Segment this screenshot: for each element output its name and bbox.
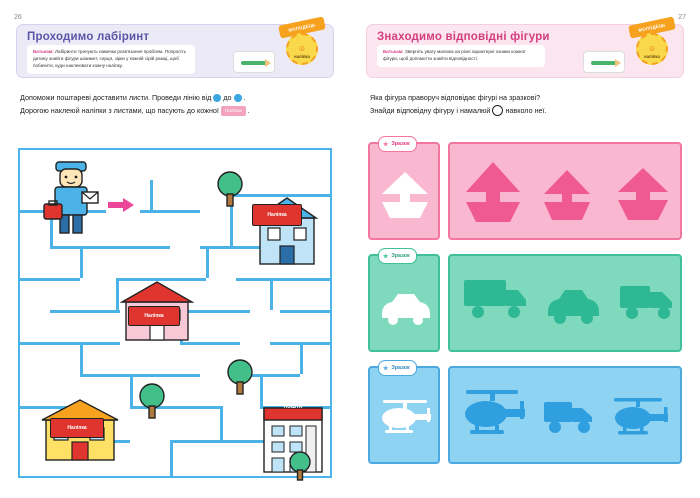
boat-option-1[interactable] — [460, 158, 526, 228]
star-icon-2: ★ — [383, 253, 389, 260]
sample-tag-label-row1: Зразок — [391, 141, 410, 147]
maze-board — [18, 148, 332, 478]
right-instruction-line2b: навколо неї. — [505, 105, 547, 115]
page-number-left: 26 — [14, 14, 22, 21]
right-instruction-line2a: Знайди відповідну фігуру і намалюй — [370, 105, 491, 115]
right-instructions — [370, 92, 684, 117]
helicopter-shape-sample — [375, 396, 435, 442]
maze-wall — [116, 278, 119, 310]
badge-ribbon-label: МОЛОДЕЦЬ — [288, 22, 316, 33]
smiley-icon: ☺ — [297, 44, 307, 53]
left-instruction-line2a: Дорогою наклеюй наліпки з листами, що пасують до кожної — [20, 105, 219, 115]
postman-figure — [42, 160, 106, 236]
maze-sticker-label-1: Наліпка — [252, 204, 302, 226]
badge-label: наліпка — [294, 54, 310, 59]
sticker-chip: Наліпка — [221, 106, 246, 116]
left-instruction-line2b: . — [247, 105, 250, 115]
left-parent-note-label: Батькам: — [33, 49, 54, 54]
left-instructions — [20, 92, 334, 117]
sticker-badge-right — [629, 21, 675, 73]
left-instruction-line1a: Допоможи поштареві доставити листи. Проведи лінію від — [20, 93, 212, 102]
boat-option-3[interactable] — [610, 166, 676, 226]
pencil-icon-right — [591, 61, 617, 65]
right-parent-note — [377, 45, 545, 67]
post-office-sign: ПОШТА — [283, 404, 303, 410]
maze-wall — [50, 246, 170, 249]
circle-outline-icon — [492, 105, 503, 116]
blue-dot-icon — [213, 94, 221, 102]
maze-sticker-label-2: Наліпка — [128, 306, 180, 326]
right-parent-note-text: Зверніть увагу малюка на різні характерні ознаки кожної фігури, щоб допомогти знайти відповідності. — [383, 49, 526, 61]
sample-tag-label-row3: Зразок — [391, 365, 410, 371]
maze-wall — [80, 246, 83, 278]
truck-option-3[interactable] — [618, 280, 680, 324]
maze-wall — [80, 342, 83, 374]
tree-icon — [216, 170, 244, 208]
car-shape-sample — [376, 290, 434, 326]
badge-label-right: наліпка — [644, 54, 660, 59]
badge-circle-right — [636, 33, 668, 65]
sample-tag-row2 — [378, 248, 417, 264]
maze-wall — [180, 342, 240, 345]
badge-circle — [286, 33, 318, 65]
maze-wall — [20, 342, 120, 345]
sample-panel-row1 — [368, 142, 440, 240]
sample-tag-row3 — [378, 360, 417, 376]
maze-wall — [220, 406, 223, 440]
badge-ribbon-label-right: МОЛОДЕЦЬ — [638, 22, 666, 33]
page-number-right: 27 — [678, 14, 686, 21]
answers-panel-row2 — [448, 254, 682, 352]
sample-panel-row2 — [368, 254, 440, 352]
sample-tag-label-row2: Зразок — [391, 253, 410, 259]
pencil-box-left — [233, 51, 275, 73]
answers-panel-row3 — [448, 366, 682, 464]
truck-option-blue[interactable] — [542, 398, 600, 438]
sample-panel-row3 — [368, 366, 440, 464]
right-header — [366, 24, 684, 78]
right-instruction-line1: Яка фігура праворуч відповідає фігурі на зразкові? — [370, 93, 541, 102]
star-icon: ★ — [383, 141, 389, 148]
smiley-icon-right: ☺ — [647, 44, 657, 53]
maze-wall — [150, 180, 153, 210]
right-page-title: Знаходимо відповідні фігури — [377, 31, 550, 43]
maze-wall — [140, 210, 200, 213]
maze-wall — [80, 374, 200, 377]
pencil-box-right — [583, 51, 625, 73]
left-instruction-line1c: . — [243, 93, 246, 102]
pencil-tip-icon — [265, 59, 271, 67]
pencil-tip-icon-right — [615, 59, 621, 67]
maze-sticker-label-3: Наліпка — [50, 418, 104, 438]
sticker-badge-left — [279, 21, 325, 73]
blue-dot-icon-2 — [234, 94, 242, 102]
maze-wall — [270, 278, 273, 310]
sample-tag-row1 — [378, 136, 417, 152]
left-header — [16, 24, 334, 78]
maze-wall — [300, 342, 303, 374]
tree-icon-3 — [138, 382, 166, 420]
maze-wall — [130, 374, 133, 406]
maze-wall — [236, 278, 330, 281]
car-option-2[interactable] — [542, 286, 604, 326]
star-icon-3: ★ — [383, 365, 389, 372]
left-parent-note-text: Лабіринти тренують навички розв'язання проблем. Попросіть дитину знайти фігури шіаимнт, серця, зірки у кожній сірій рамці, щоб побачити, куди наклеювати кожну наліпку. — [33, 49, 187, 68]
maze-wall — [20, 278, 80, 281]
tree-icon-2 — [226, 358, 254, 396]
helicopter-option-3[interactable] — [608, 394, 676, 444]
left-instruction-line1b: до — [223, 93, 232, 102]
right-page — [350, 0, 700, 498]
truck-option-1[interactable] — [460, 276, 532, 320]
left-page-title: Проходимо лабіринт — [27, 31, 150, 43]
maze-wall — [280, 310, 330, 313]
arrow-icon — [108, 198, 134, 212]
pencil-icon — [241, 61, 267, 65]
maze-wall — [206, 246, 209, 278]
left-parent-note — [27, 45, 195, 74]
maze-wall — [170, 440, 173, 478]
answers-panel-row1 — [448, 142, 682, 240]
helicopter-option-1[interactable] — [458, 386, 530, 444]
boat-shape-sample — [376, 170, 434, 222]
boat-option-2[interactable] — [536, 168, 598, 226]
maze-wall — [50, 310, 120, 313]
tree-icon-4 — [288, 450, 312, 482]
right-parent-note-label: Батькам: — [383, 49, 404, 54]
